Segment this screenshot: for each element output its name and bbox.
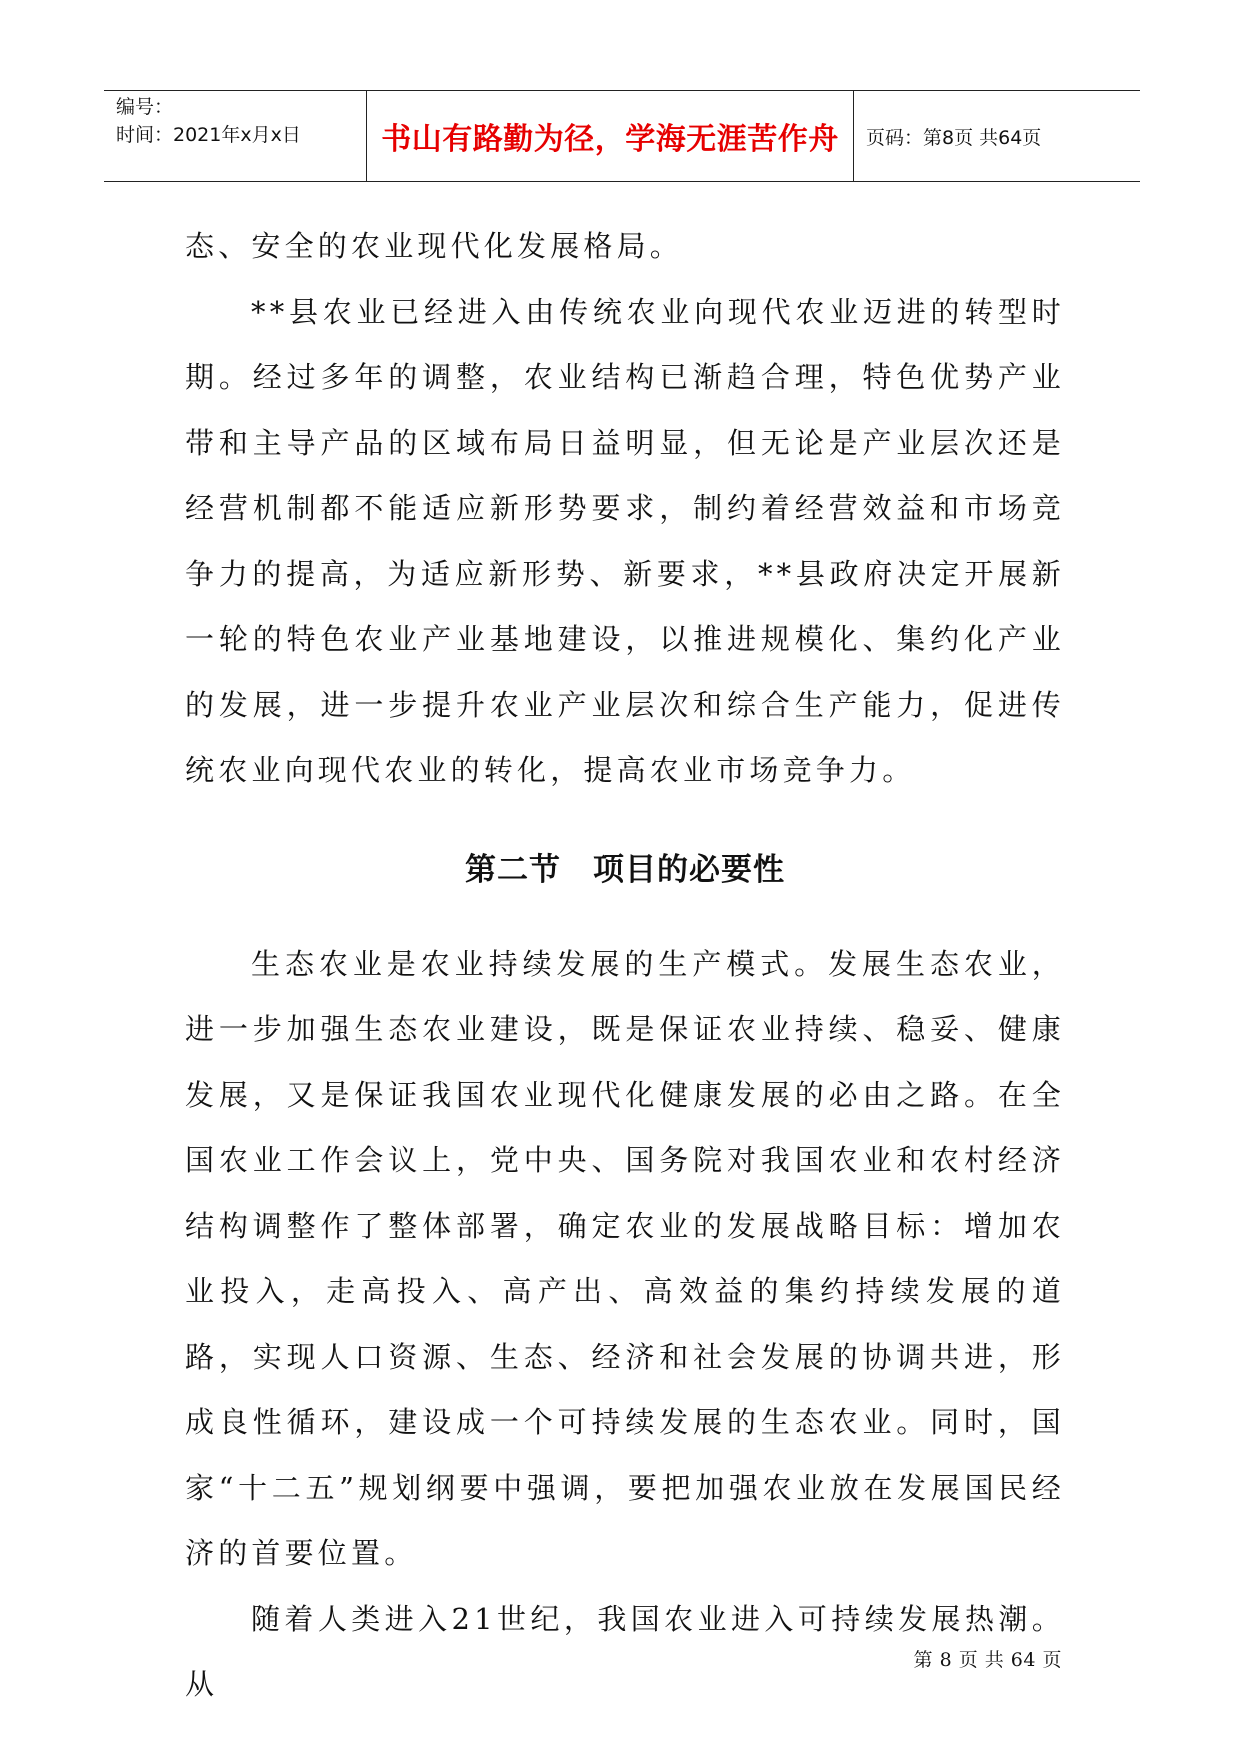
document-number-label: 编号： <box>116 96 174 118</box>
document-body <box>185 214 1065 1718</box>
header-motto-cell <box>367 91 854 181</box>
paragraph: 生态农业是农业持续发展的生产模式。发展生态农业，进一步加强生态农业建设，既是保证农业持续、稳妥、健康发展，又是保证我国农业现代化健康发展的必由之路。在全国农业工作会议上，党中央、国务院对我国农业和农村经济结构调整作了整体部署，确定农业的发展战略目标：增加农业投入，走高投入、高产出、高效益的集约持续发展的道路，实现人口资源、生态、经济和社会发展的协调共进，形成良性循环，建设成一个可持续发展的生态农业。同时，国家“十二五”规划纲要中强调，要把加强农业放在发展国民经济的首要位置。 <box>185 946 1065 1570</box>
paragraph: **县农业已经进入由传统农业向现代农业迈进的转型时期。经过多年的调整，农业结构已渐趋合理，特色优势产业带和主导产品的区域布局日益明显，但无论是产业层次还是经营机制都不能适应新形势要求，制约着经营效益和市场竞争力的提高，为适应新形势、新要求，**县政府决定开展新一轮的特色农业产业基地建设，以推进规模化、集约化产业的发展，进一步提升农业产业层次和综合生产能力，促进传统农业向现代农业的转化，提高农业市场竞争力。 <box>185 294 1065 787</box>
document-time-label: 时间：2021年x月x日 <box>116 124 301 146</box>
page-header <box>104 90 1140 182</box>
paragraph: 随着人类进入21世纪，我国农业进入可持续发展热潮。从 <box>185 1601 1065 1701</box>
paragraph: 态、安全的农业现代化发展格局。 <box>185 229 684 263</box>
header-motto: 书山有路勤为径，学海无涯苦作舟 <box>381 122 839 157</box>
header-page-cell <box>854 91 1140 181</box>
header-meta <box>104 91 367 181</box>
header-page-label: 页码：第8页 共64页 <box>866 126 1042 149</box>
section-heading: 第二节 项目的必要性 <box>465 851 785 888</box>
page-footer: 第 8 页 共 64 页 <box>913 1649 1062 1671</box>
